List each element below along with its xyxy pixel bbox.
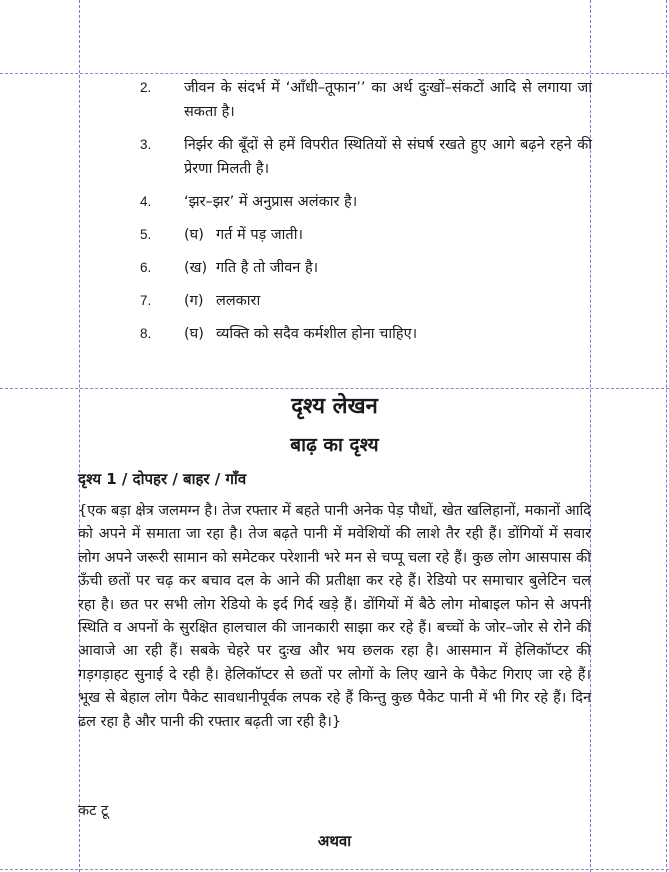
answer-item (140, 76, 592, 124)
answer-number: 4. (140, 194, 152, 209)
answer-option-text: गर्त में पड़ जाती। (216, 227, 303, 243)
answer-option-text: व्यक्ति को सदैव कर्मशील होना चाहिए। (216, 326, 418, 342)
answer-option: (घ) (184, 326, 204, 342)
scene-paragraph: {एक बड़ा क्षेत्र जलमग्न है। तेज रफ्तार में बहते पानी अनेक पेड़ पौधों, खेत खलिहानों, मकानों आदि को अपने में समाता जा रहा है। तेज बढ़ते पानी में मवेशियों की लाशे तैर रही हैं। डोंगियों में सवार लोग अपने जरूरी सामान को समेटकर परेशानी भरे मन से चप्पू चला रहे हैं। कुछ लोग आसपास की ऊँची छतों पर चढ़ कर बचाव दल के आने की प्रतीक्षा कर रहे हैं। रेडियो पर समाचार बुलेटिन चल रहा है। छत पर सभी लोग रेडियो के इर्द गिर्द खड़े हैं। डोंगियों में बैठे लोग मोबाइल फोन से अपनी स्थिति व अपनों के सुरक्षित हालचाल की जानकारी साझा कर रहे हैं। बच्चों के जोर–जोर से रोने की आवाजे आ रही हैं। सबके चेहरे पर दुःख और भय छलक रहा है। आसमान में हेलिकॉप्टर की गड़गड़ाहट सुनाई दे रही है। हेलिकॉप्टर से छतों पर लोगों के लिए खाने के पैकेट गिराए जा रहे हैं। भूख से बेहाल लोग पैकेट सावधानीपूर्वक लपक रहे हैं किन्तु कुछ पैकेट पानी में भी गिर रहे हैं। दिन ढल रहा है और पानी की रफ्तार बढ़ती जा रही है।} (78, 503, 591, 730)
answer-item (140, 133, 592, 181)
answer-number: 2. (140, 80, 152, 95)
answer-text: निर्झर की बूँदों से हमें विपरीत स्थितियों से संघर्ष रखते हुए आगे बढ़ने रहने की प्रेरणा मिलती है। (184, 137, 592, 177)
answer-text: जीवन के संदर्भ में ‘आँधी–तूफान’’ का अर्थ दुःखों–संकटों आदि से लगाया जा सकता है। (184, 80, 592, 120)
answer-list (140, 76, 592, 355)
answer-option: (ख) (184, 260, 208, 276)
page-edge-guide-right (666, 0, 667, 872)
answer-number: 5. (140, 227, 152, 242)
answer-number: 8. (140, 326, 152, 341)
answer-item (140, 322, 592, 346)
answer-option: (ग) (184, 293, 204, 309)
answer-text (184, 223, 592, 247)
answer-item (140, 190, 592, 214)
answer-item (140, 256, 592, 280)
margin-guide-top (0, 73, 669, 74)
section-title: दृश्य लेखन (291, 394, 378, 419)
answer-option-text: ललकारा (216, 293, 261, 309)
answer-text (184, 289, 592, 313)
answer-text: ‘झर–झर’ में अनुप्रास अलंकार है। (184, 194, 358, 210)
sub-title: बाढ़ का दृश्य (290, 434, 379, 456)
scene-heading: दृश्य 1 / दोपहर / बाहर / गाँव (78, 470, 247, 488)
answer-number: 6. (140, 260, 152, 275)
answer-number: 3. (140, 137, 152, 152)
answer-option-text: गति है तो जीवन है। (216, 260, 319, 276)
cut-to-label: कट टू (78, 803, 109, 819)
answer-text (184, 322, 592, 346)
margin-guide-bottom (0, 869, 669, 870)
or-label: अथवा (317, 832, 352, 850)
section-divider-guide (0, 388, 669, 389)
answer-item (140, 223, 592, 247)
answer-item (140, 289, 592, 313)
answer-number: 7. (140, 293, 152, 308)
answer-option: (घ) (184, 227, 204, 243)
answer-text (184, 256, 592, 280)
